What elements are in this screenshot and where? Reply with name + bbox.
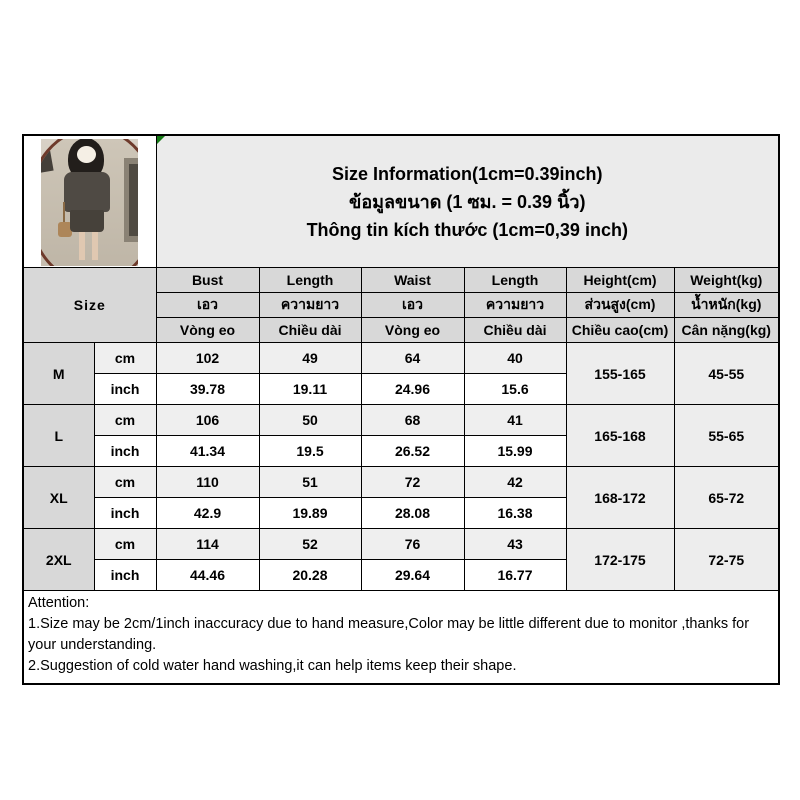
col-header-weight-en: Weight(kg) (674, 268, 779, 293)
value-m-length1-cm: 49 (259, 343, 361, 374)
col-header-weight-vi: Cân nặng(kg) (674, 318, 779, 343)
value-l-bust-inch: 41.34 (156, 436, 259, 467)
col-header-waist-th: เอว (361, 293, 464, 318)
size-column-header: Size (23, 268, 156, 343)
col-header-bust-vi: Vòng eo (156, 318, 259, 343)
person-jacket-shape (64, 172, 110, 212)
value-m-length2-inch: 15.6 (464, 374, 566, 405)
col-header-length1-vi: Chiều dài (259, 318, 361, 343)
size-label-xl: XL (23, 467, 94, 529)
unit-label-inch: inch (94, 436, 156, 467)
value-l-bust-cm: 106 (156, 405, 259, 436)
col-header-length2-en: Length (464, 268, 566, 293)
col-header-length1-th: ความยาว (259, 293, 361, 318)
unit-label-inch: inch (94, 374, 156, 405)
value-2xl-length1-cm: 52 (259, 529, 361, 560)
title-thai: ข้อมูลขนาด (1 ซม. = 0.39 นิ้ว) (349, 191, 586, 212)
value-m-length2-cm: 40 (464, 343, 566, 374)
value-l-waist-inch: 26.52 (361, 436, 464, 467)
person-leg-shape (92, 232, 98, 260)
title-block (157, 136, 779, 267)
value-l-weight-range: 55-65 (674, 405, 779, 467)
col-header-length1-en: Length (259, 268, 361, 293)
value-2xl-length1-inch: 20.28 (259, 560, 361, 591)
col-header-height-th: ส่วนสูง(cm) (566, 293, 674, 318)
unit-label-cm: cm (94, 529, 156, 560)
value-xl-length1-cm: 51 (259, 467, 361, 498)
col-header-bust-th: เอว (156, 293, 259, 318)
person-leg-shape (79, 232, 85, 260)
value-l-length2-inch: 15.99 (464, 436, 566, 467)
value-2xl-length2-inch: 16.77 (464, 560, 566, 591)
value-m-bust-inch: 39.78 (156, 374, 259, 405)
title-vietnamese: Thông tin kích thước (1cm=0,39 inch) (306, 219, 628, 240)
person-skirt-shape (70, 210, 104, 232)
value-xl-length1-inch: 19.89 (259, 498, 361, 529)
value-2xl-bust-cm: 114 (156, 529, 259, 560)
title-english: Size Information(1cm=0.39inch) (331, 163, 603, 184)
value-xl-length2-inch: 16.38 (464, 498, 566, 529)
value-l-waist-cm: 68 (361, 405, 464, 436)
col-header-length2-th: ความยาว (464, 293, 566, 318)
unit-label-cm: cm (94, 343, 156, 374)
value-xl-waist-cm: 72 (361, 467, 464, 498)
unit-label-inch: inch (94, 560, 156, 591)
wall-picture-shape (41, 151, 54, 173)
value-xl-waist-inch: 28.08 (361, 498, 464, 529)
value-xl-height-range: 168-172 (566, 467, 674, 529)
value-m-waist-inch: 24.96 (361, 374, 464, 405)
size-label-2xl: 2XL (23, 529, 94, 591)
value-xl-bust-cm: 110 (156, 467, 259, 498)
value-xl-length2-cm: 42 (464, 467, 566, 498)
value-l-length1-inch: 19.5 (259, 436, 361, 467)
value-xl-bust-inch: 42.9 (156, 498, 259, 529)
col-header-length2-vi: Chiều dài (464, 318, 566, 343)
value-m-weight-range: 45-55 (674, 343, 779, 405)
size-label-l: L (23, 405, 94, 467)
value-2xl-height-range: 172-175 (566, 529, 674, 591)
size-label-m: M (23, 343, 94, 405)
value-m-height-range: 155-165 (566, 343, 674, 405)
value-2xl-bust-inch: 44.46 (156, 560, 259, 591)
attention-note-1: 1.Size may be 2cm/1inch inaccuracy due to hand measure,Color may be little different due to monitor ,thanks for your understanding. (28, 616, 750, 653)
value-m-waist-cm: 64 (361, 343, 464, 374)
value-2xl-waist-cm: 76 (361, 529, 464, 560)
product-photo (41, 139, 138, 266)
value-2xl-waist-inch: 29.64 (361, 560, 464, 591)
value-2xl-weight-range: 72-75 (674, 529, 779, 591)
value-m-bust-cm: 102 (156, 343, 259, 374)
product-photo-cell (23, 135, 156, 268)
size-chart-table (22, 134, 780, 685)
value-l-length2-cm: 41 (464, 405, 566, 436)
value-2xl-length2-cm: 43 (464, 529, 566, 560)
cell-error-flag-triangle-icon (157, 136, 165, 144)
unit-label-cm: cm (94, 467, 156, 498)
attention-note-2: 2.Suggestion of cold water hand washing,it can help items keep their shape. (28, 658, 517, 674)
bag-strap-shape (63, 202, 65, 224)
attention-notes-cell (23, 591, 779, 685)
unit-label-cm: cm (94, 405, 156, 436)
value-m-length1-inch: 19.11 (259, 374, 361, 405)
col-header-waist-vi: Vòng eo (361, 318, 464, 343)
value-xl-weight-range: 65-72 (674, 467, 779, 529)
col-header-height-en: Height(cm) (566, 268, 674, 293)
value-l-length1-cm: 50 (259, 405, 361, 436)
title-cell (156, 135, 779, 268)
col-header-weight-th: น้ำหนัก(kg) (674, 293, 779, 318)
attention-heading: Attention: (28, 595, 90, 611)
mirror-shape (41, 139, 138, 266)
unit-label-inch: inch (94, 498, 156, 529)
col-header-bust-en: Bust (156, 268, 259, 293)
col-header-height-vi: Chiều cao(cm) (566, 318, 674, 343)
value-l-height-range: 165-168 (566, 405, 674, 467)
col-header-waist-en: Waist (361, 268, 464, 293)
doorway-inner-shape (129, 164, 138, 236)
